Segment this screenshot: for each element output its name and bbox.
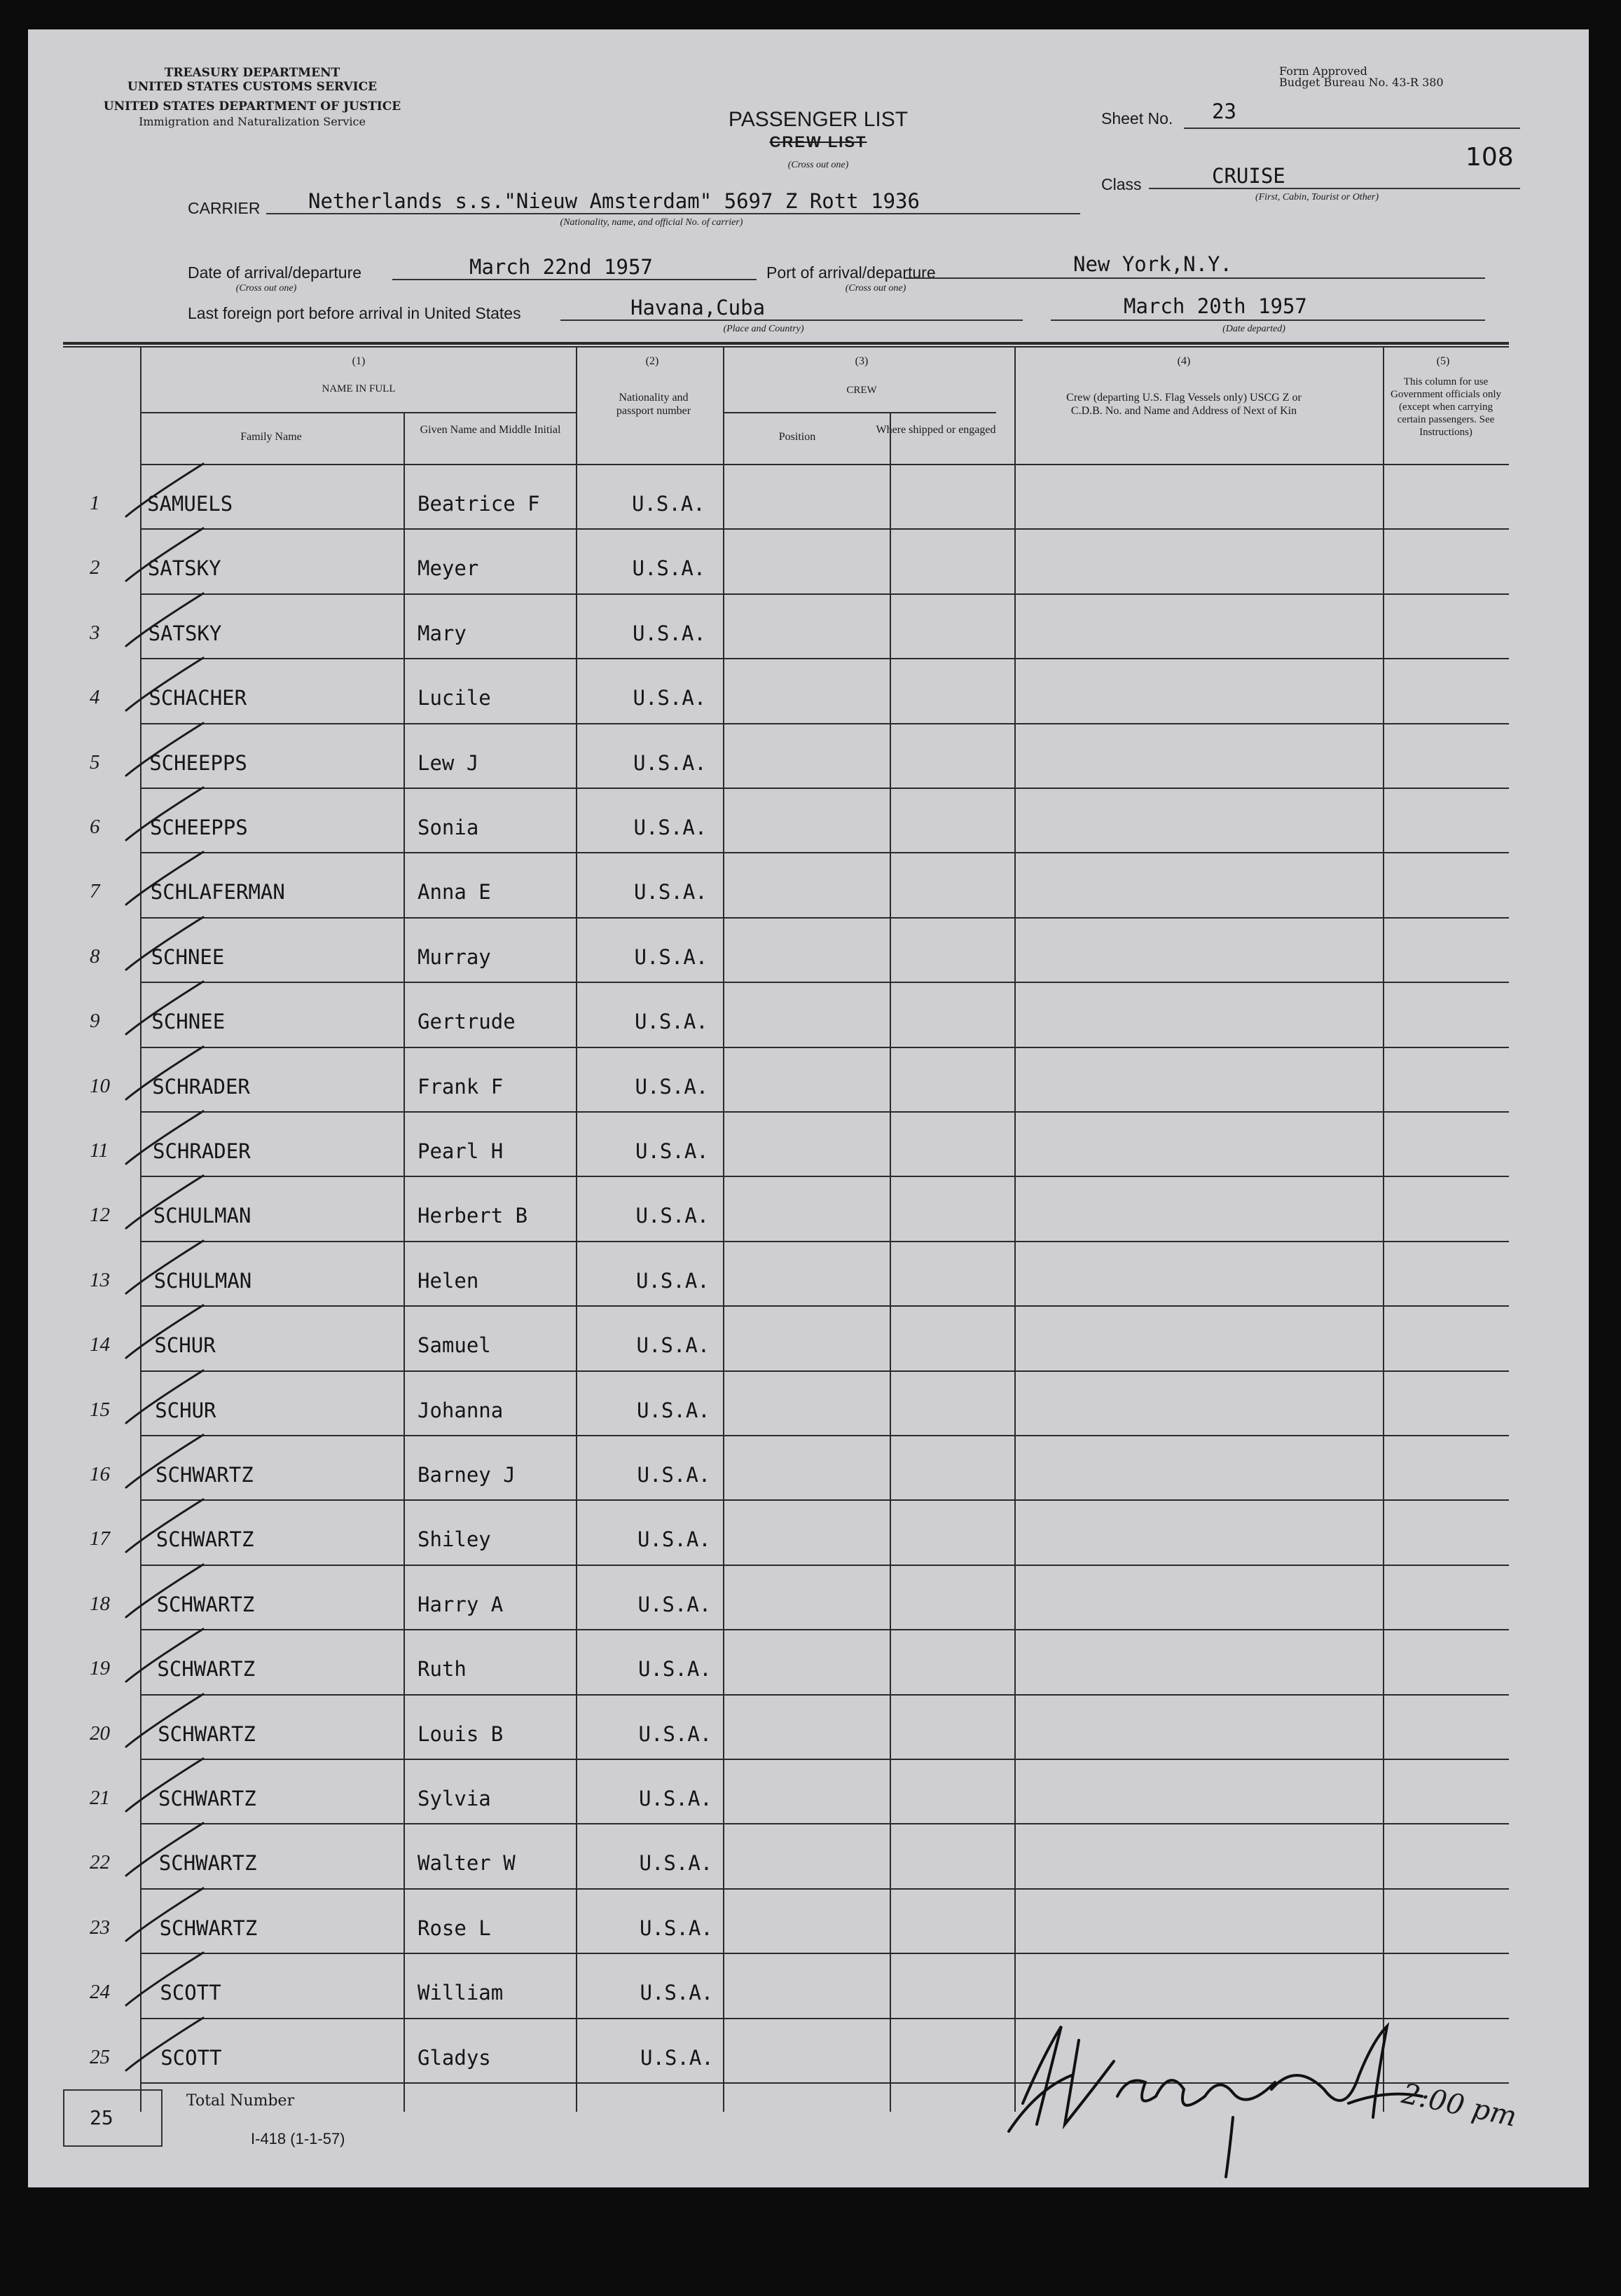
nationality-cell: U.S.A. bbox=[635, 1204, 710, 1228]
sheet-number: 23 bbox=[1212, 99, 1236, 123]
family-name-cell: SCHWARTZ bbox=[156, 1592, 255, 1616]
col4-number: (4) bbox=[1177, 355, 1191, 367]
given-name-cell: Sonia bbox=[418, 816, 479, 839]
nationality-cell: U.S.A. bbox=[640, 2045, 714, 2070]
nationality-cell: U.S.A. bbox=[640, 1981, 714, 2005]
col5-title: This column for use Government officials only (except when carrying certain passengers. See Instructions) bbox=[1390, 376, 1502, 438]
nationality-cell: U.S.A. bbox=[637, 1592, 712, 1616]
carrier-value: Netherlands s.s."Nieuw Amsterdam" 5697 Z Rott 1936 bbox=[308, 189, 920, 213]
family-name-cell: SCHUR bbox=[155, 1398, 216, 1422]
given-name-cell: Louis B bbox=[418, 1721, 504, 1746]
family-name-cell: SCHWARTZ bbox=[158, 1851, 257, 1876]
row-number: 21 bbox=[90, 1787, 110, 1809]
given-name-cell: Mary bbox=[418, 621, 467, 645]
family-name-cell: SCHWARTZ bbox=[157, 1657, 256, 1682]
family-name-cell: SCHLAFERMAN bbox=[150, 880, 285, 905]
date-label: Date of arrival/departure bbox=[188, 263, 362, 282]
given-name-cell: William bbox=[418, 1981, 504, 2005]
family-name-cell: SCHUR bbox=[154, 1333, 216, 1358]
family-name-cell: SCHWARTZ bbox=[156, 1527, 254, 1552]
given-name-cell: Murray bbox=[418, 944, 491, 969]
row-number: 7 bbox=[90, 880, 100, 903]
col5-number: (5) bbox=[1436, 355, 1450, 367]
given-name-cell: Ruth bbox=[418, 1657, 467, 1682]
row-number: 3 bbox=[90, 621, 100, 644]
nationality-cell: U.S.A. bbox=[638, 1657, 712, 1682]
col3-title: CREW bbox=[846, 385, 877, 396]
row-number: 13 bbox=[90, 1268, 110, 1291]
row-number: 23 bbox=[90, 1916, 110, 1939]
budget-bureau: Budget Bureau No. 43-R 380 bbox=[1279, 76, 1444, 89]
passenger-list-form bbox=[28, 29, 1589, 2187]
title-cross-hint: (Cross out one) bbox=[787, 160, 849, 170]
given-name-cell: Frank F bbox=[418, 1074, 504, 1099]
given-name-cell: Meyer bbox=[418, 556, 479, 581]
given-name-cell: Herbert B bbox=[418, 1204, 528, 1228]
date-value: March 22nd 1957 bbox=[469, 255, 653, 279]
row-number: 4 bbox=[90, 686, 100, 709]
nationality-cell: U.S.A. bbox=[639, 1787, 712, 1810]
last-port-hint: (Place and Country) bbox=[723, 324, 804, 334]
family-name-cell: SCHEEPPS bbox=[149, 750, 247, 775]
family-name-cell: SAMUELS bbox=[147, 492, 233, 516]
col2-number: (2) bbox=[645, 355, 659, 367]
col1-family: Family Name bbox=[240, 431, 302, 443]
given-name-cell: Johanna bbox=[418, 1398, 504, 1422]
family-name-cell: SCHULMAN bbox=[153, 1204, 251, 1228]
family-name-cell: SATSKY bbox=[147, 556, 221, 581]
nationality-cell: U.S.A. bbox=[636, 1268, 710, 1293]
form-approved: Form Approved bbox=[1279, 64, 1367, 78]
col3-position: Position bbox=[778, 431, 816, 443]
family-name-cell: SCHNEE bbox=[151, 1010, 226, 1034]
nationality-cell: U.S.A. bbox=[633, 686, 707, 710]
carrier-hint: (Nationality, name, and official No. of carrier) bbox=[560, 217, 743, 228]
row-number: 20 bbox=[90, 1721, 110, 1745]
given-name-cell: Sylvia bbox=[418, 1787, 491, 1810]
row-number: 1 bbox=[90, 492, 100, 514]
nationality-cell: U.S.A. bbox=[634, 944, 708, 969]
row-number: 11 bbox=[90, 1139, 109, 1162]
nationality-cell: U.S.A. bbox=[638, 1721, 712, 1746]
sheet-label: Sheet No. bbox=[1101, 109, 1173, 128]
row-number: 12 bbox=[90, 1204, 110, 1227]
given-name-cell: Beatrice F bbox=[418, 492, 540, 516]
date-departed-hint: (Date departed) bbox=[1222, 324, 1285, 334]
given-name-cell: Walter W bbox=[418, 1851, 516, 1876]
row-number: 5 bbox=[90, 750, 100, 774]
total-box bbox=[63, 2089, 163, 2147]
row-number: 14 bbox=[90, 1333, 110, 1356]
family-name-cell: SCHWARTZ bbox=[156, 1463, 254, 1487]
agency-line-4: Immigration and Naturalization Service bbox=[139, 115, 366, 128]
given-name-cell: Lucile bbox=[418, 686, 491, 710]
family-name-cell: SCHRADER bbox=[153, 1139, 251, 1163]
nationality-cell: U.S.A. bbox=[639, 1851, 713, 1876]
family-name-cell: SCHWARTZ bbox=[158, 1721, 256, 1746]
date-hint: (Cross out one) bbox=[235, 283, 297, 294]
nationality-cell: U.S.A. bbox=[635, 1010, 708, 1034]
family-name-cell: SCHEEPPS bbox=[150, 816, 248, 839]
given-name-cell: Barney J bbox=[418, 1463, 516, 1487]
nationality-cell: U.S.A. bbox=[637, 1527, 711, 1552]
total-value: 25 bbox=[90, 2106, 113, 2129]
family-name-cell: SCHULMAN bbox=[153, 1268, 252, 1293]
col1-number: (1) bbox=[352, 355, 366, 367]
family-name-cell: SCHACHER bbox=[149, 686, 247, 710]
row-number: 6 bbox=[90, 816, 100, 838]
given-name-cell: Lew J bbox=[418, 750, 479, 775]
col3-number: (3) bbox=[855, 355, 869, 367]
col1-given: Given Name and Middle Initial bbox=[420, 424, 561, 436]
row-number: 19 bbox=[90, 1657, 110, 1680]
nationality-cell: U.S.A. bbox=[636, 1333, 710, 1358]
nationality-cell: U.S.A. bbox=[637, 1398, 710, 1422]
row-number: 15 bbox=[90, 1398, 110, 1421]
carrier-label: CARRIER bbox=[188, 199, 261, 217]
nationality-cell: U.S.A. bbox=[633, 750, 707, 775]
given-name-cell: Anna E bbox=[418, 880, 491, 905]
col1-title: NAME IN FULL bbox=[322, 383, 396, 394]
given-name-cell: Helen bbox=[418, 1268, 479, 1293]
agency-line-3: UNITED STATES DEPARTMENT OF JUSTICE bbox=[103, 99, 401, 114]
family-name-cell: SCOTT bbox=[160, 1981, 221, 2005]
port-value: New York,N.Y. bbox=[1073, 252, 1232, 276]
col2-title: Nationality and passport number bbox=[616, 392, 691, 417]
row-number: 8 bbox=[90, 944, 100, 968]
row-number: 24 bbox=[90, 1981, 110, 2004]
date-departed-value: March 20th 1957 bbox=[1124, 294, 1307, 318]
given-name-cell: Harry A bbox=[418, 1592, 504, 1616]
given-name-cell: Gertrude bbox=[418, 1010, 516, 1034]
last-port-value: Havana,Cuba bbox=[630, 296, 766, 319]
class-label: Class bbox=[1101, 175, 1142, 193]
port-hint: (Cross out one) bbox=[845, 283, 906, 294]
nationality-cell: U.S.A. bbox=[632, 492, 705, 516]
port-label: Port of arrival/departure bbox=[766, 263, 936, 282]
row-number: 16 bbox=[90, 1463, 110, 1485]
row-number: 22 bbox=[90, 1851, 110, 1874]
agency-line-2: UNITED STATES CUSTOMS SERVICE bbox=[127, 80, 378, 94]
nationality-cell: U.S.A. bbox=[634, 880, 708, 905]
given-name-cell: Shiley bbox=[418, 1527, 491, 1552]
time-note: 2:00 pm bbox=[1399, 2077, 1520, 2133]
col3-where: Where shipped or engaged bbox=[876, 424, 996, 436]
nationality-cell: U.S.A. bbox=[635, 1139, 709, 1163]
nationality-cell: U.S.A. bbox=[637, 1463, 711, 1487]
row-number: 18 bbox=[90, 1592, 110, 1615]
last-port-label: Last foreign port before arrival in United States bbox=[188, 304, 521, 322]
nationality-cell: U.S.A. bbox=[633, 816, 708, 839]
nationality-cell: U.S.A. bbox=[635, 1074, 709, 1099]
class-hint: (First, Cabin, Tourist or Other) bbox=[1255, 192, 1379, 202]
family-name-cell: SCHWARTZ bbox=[159, 1916, 258, 1940]
nationality-cell: U.S.A. bbox=[640, 1916, 713, 1940]
row-number: 17 bbox=[90, 1527, 110, 1551]
given-name-cell: Pearl H bbox=[418, 1139, 504, 1163]
check-mark-icon bbox=[98, 2004, 392, 2088]
family-name-cell: SCHNEE bbox=[151, 944, 225, 969]
form-number: I-418 (1-1-57) bbox=[251, 2130, 345, 2147]
given-name-cell: Gladys bbox=[418, 2045, 491, 2070]
agency-line-1: TREASURY DEPARTMENT bbox=[164, 66, 340, 80]
page-number: 108 bbox=[1465, 143, 1514, 172]
form-title-crossed: CREW LIST bbox=[769, 133, 867, 151]
family-name-cell: SCHRADER bbox=[152, 1074, 250, 1099]
row-number: 25 bbox=[90, 2045, 110, 2068]
family-name-cell: SATSKY bbox=[148, 621, 222, 645]
row-number: 2 bbox=[90, 556, 100, 579]
row-number: 9 bbox=[90, 1010, 100, 1033]
family-name-cell: SCHWARTZ bbox=[158, 1787, 256, 1810]
total-label: Total Number bbox=[186, 2092, 295, 2110]
nationality-cell: U.S.A. bbox=[633, 621, 706, 645]
row-number: 10 bbox=[90, 1074, 110, 1097]
form-title: PASSENGER LIST bbox=[728, 108, 909, 131]
nationality-cell: U.S.A. bbox=[632, 556, 706, 581]
col4-title: Crew (departing U.S. Flag Vessels only) USCG Z or C.D.B. No. and Name and Address of Next of Kin bbox=[1066, 392, 1302, 417]
given-name-cell: Samuel bbox=[418, 1333, 491, 1358]
class-value: CRUISE bbox=[1212, 164, 1285, 188]
family-name-cell: SCOTT bbox=[160, 2045, 222, 2070]
given-name-cell: Rose L bbox=[418, 1916, 491, 1940]
